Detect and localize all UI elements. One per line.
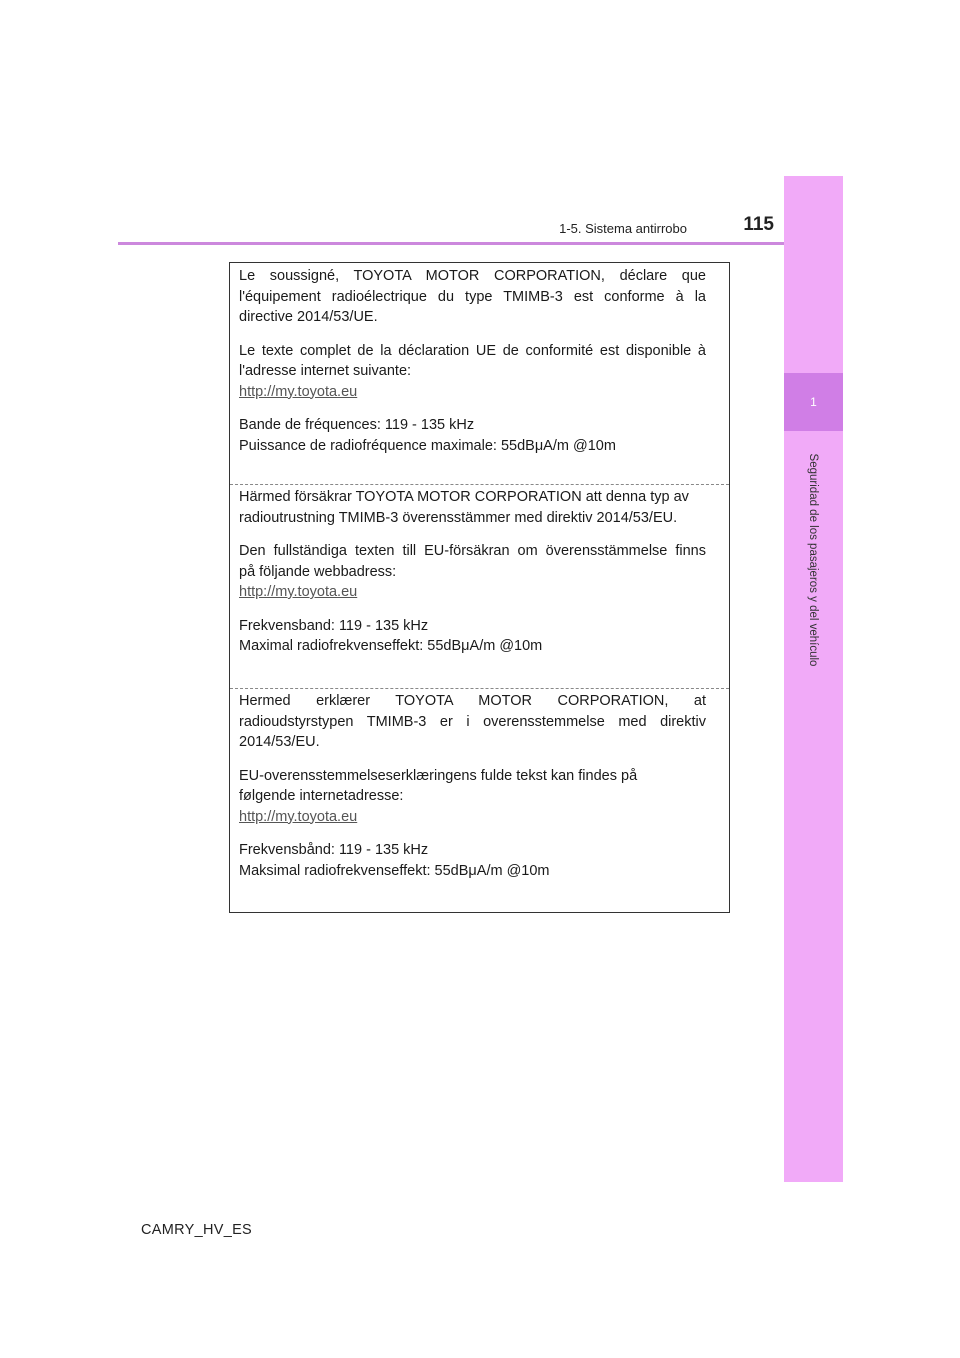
swedish-power: Maximal radiofrekvenseffekt: 55dBμA/m @10m xyxy=(239,638,543,654)
danish-line-3: 2014/53/EU. xyxy=(239,734,320,750)
french-link[interactable]: http://my.toyota.eu xyxy=(239,383,358,400)
french-line-4: Le texte complet de la déclaration UE de conformité est disponible à xyxy=(239,342,706,359)
section-divider xyxy=(230,484,729,485)
danish-line-5: følgende internetadresse: xyxy=(239,788,404,804)
swedish-line-2: radioutrustning TMIMB-3 överensstämmer med direktiv 2014/53/EU. xyxy=(239,509,678,526)
french-line-5: l'adresse internet suivante: xyxy=(239,363,412,379)
chapter-title: Seguridad de los pasajeros y del vehículo xyxy=(807,453,819,667)
declaration-danish xyxy=(230,691,729,881)
section-title: 1-5. Sistema antirrobo xyxy=(559,221,687,236)
header-rule xyxy=(118,242,842,245)
french-line-3: directive 2014/53/UE. xyxy=(239,309,378,325)
page-number: 115 xyxy=(743,214,774,235)
french-power: Puissance de radiofréquence maximale: 55dBμA/m @10m xyxy=(239,437,616,454)
section-divider xyxy=(230,688,729,689)
french-line-1: Le soussigné, TOYOTA MOTOR CORPORATION, déclare que xyxy=(239,268,706,284)
swedish-frequency: Frekvensband: 119 - 135 kHz xyxy=(239,617,429,634)
declaration-french xyxy=(230,266,729,456)
french-line-2: l'équipement radioélectrique du type TMIMB-3 est conforme à la xyxy=(239,288,706,305)
chapter-side-tab xyxy=(784,176,843,1182)
swedish-line-3: Den fullständiga texten till EU-försäkran om överensstämmelse finns xyxy=(239,543,706,559)
danish-line-2: radioudstyrstypen TMIMB-3 er i overensstemmelse med direktiv xyxy=(239,713,706,730)
chapter-number-box xyxy=(784,373,843,431)
swedish-line-1: Härmed försäkrar TOYOTA MOTOR CORPORATION att denna typ av xyxy=(239,489,689,505)
swedish-line-4: på följande webbadress: xyxy=(239,563,397,580)
document-code: CAMRY_HV_ES xyxy=(141,1222,253,1238)
declaration-swedish xyxy=(230,487,729,657)
danish-line-1: Hermed erklærer TOYOTA MOTOR CORPORATION, at xyxy=(239,693,706,709)
danish-line-4: EU-overensstemmelseserklæringens fulde tekst kan findes på xyxy=(239,767,638,784)
swedish-link[interactable]: http://my.toyota.eu xyxy=(239,584,358,600)
declaration-box xyxy=(229,262,730,913)
danish-frequency: Frekvensbånd: 119 - 135 kHz xyxy=(239,842,429,858)
french-frequency: Bande de fréquences: 119 - 135 kHz xyxy=(239,417,475,433)
chapter-number: 1 xyxy=(810,395,817,409)
danish-power: Maksimal radiofrekvenseffekt: 55dBμA/m @10m xyxy=(239,862,550,879)
danish-link[interactable]: http://my.toyota.eu xyxy=(239,808,358,825)
